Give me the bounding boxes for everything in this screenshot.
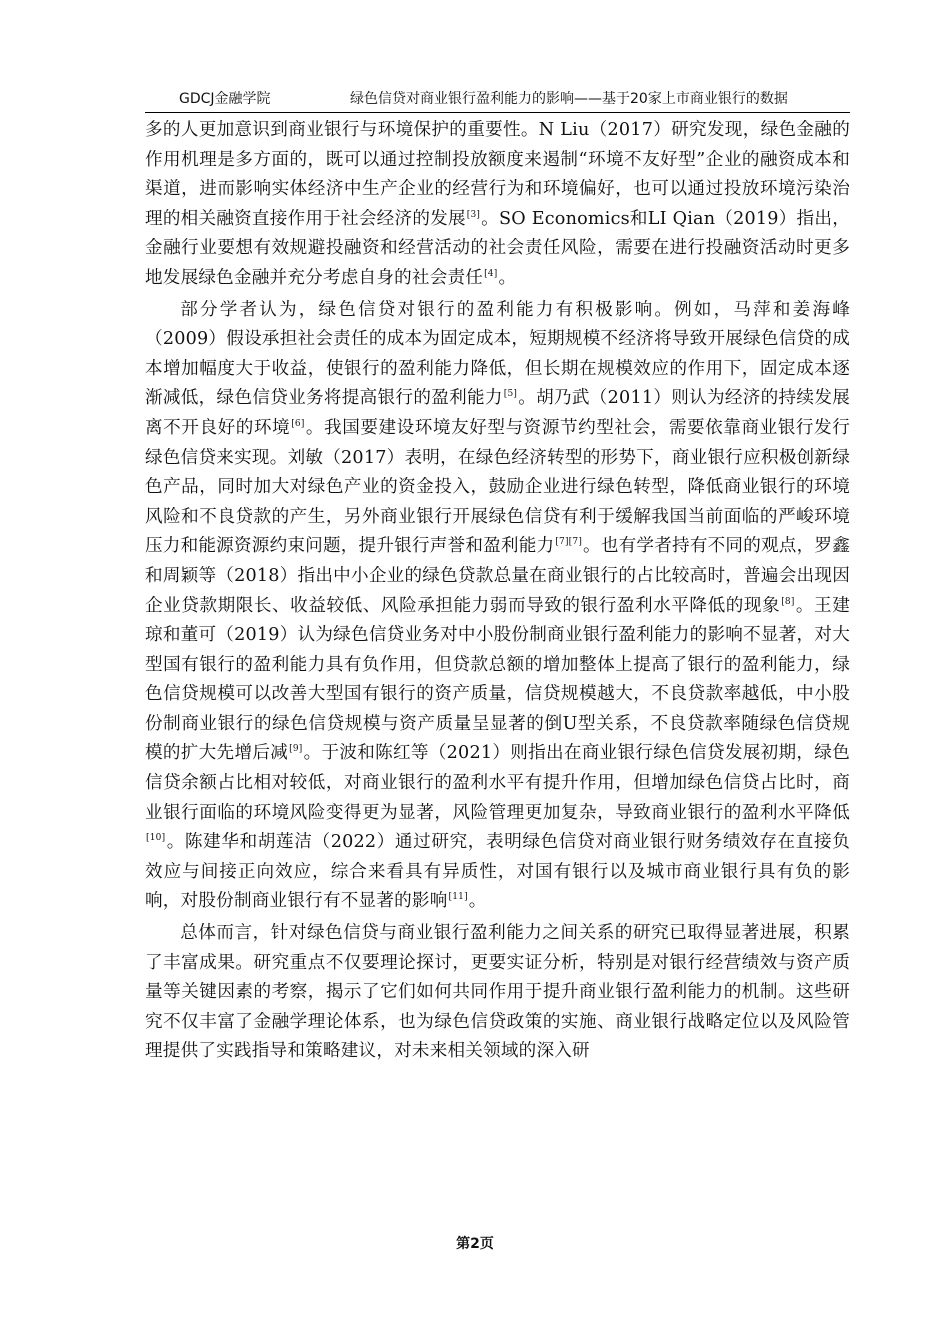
paragraph-text: 。SO Economics和LI Qian（2019）指出，金融行业要想有效规避投融资和经营活动的社会责任风险，需要在进行投融资活动时更多地发展绿色金融并充分考虑自身的社会责任 — [145, 208, 850, 288]
citation-ref: [7][7] — [555, 537, 583, 548]
paragraph-text: 。胡乃武（2011）则认为经济的持续发展离不开良好的环境 — [145, 388, 850, 438]
paragraph-text: 。王建琼和董可（2019）认为绿色信贷业务对中小股份制商业银行盈利能力的影响不显著，对大型国有银行的盈利能力具有负作用，但贷款总额的增加整体上提高了银行的盈利能力，绿色信贷规模可以改善大型国有银行的资产质量，信贷规模越大，不良贷款率越低，中小股份制商业银行的绿色信贷规模与资产质量呈显著的倒U型关系，不良贷款率随绿色信贷规模的扩大先增后减 — [145, 595, 850, 764]
page-number: 第2页 — [456, 1236, 494, 1252]
paragraph-text: 。 — [498, 267, 517, 288]
citation-ref: [8] — [781, 596, 795, 607]
header-title: 绿色信贷对商业银行盈利能力的影响——基于20家上市商业银行的数据 — [350, 91, 788, 107]
citation-ref: [11] — [448, 892, 468, 903]
paragraph-text: 。我国要建设环境友好型与资源节约型社会，需要依靠商业银行发行绿色信贷来实现。刘敏（2017）表明，在绿色经济转型的形势下，商业银行应积极创新绿色产品，同时加大对绿色产业的资金投入，鼓励企业进行绿色转型，降低商业银行的环境风险和不良贷款的产生，另外商业银行开展绿色信贷有利于缓解我国当前面临的严峻环境压力和能源资源约束问题，提升银行声誉和盈利能力 — [145, 417, 850, 557]
paragraph-text: 总体而言，针对绿色信贷与商业银行盈利能力之间关系的研究已取得显著进展，积累了丰富成果。研究重点不仅要理论探讨，更要实证分析，特别是对银行经营绩效与资产质量等关键因素的考察，揭示了它们如何共同作用于提升商业银行盈利能力的机制。这些研究不仅丰富了金融学理论体系，也为绿色信贷政策的实施、商业银行战略定位以及风险管理提供了实践指导和策略建议，对未来相关领域的深入研 — [145, 923, 850, 1062]
paragraph-text: 。陈建华和胡莲洁（2022）通过研究，表明绿色信贷对商业银行财务绩效存在直接负效应与间接正向效应，综合来看具有异质性，对国有银行以及城市商业银行具有负的影响，对股份制商业银行有不显著的影响 — [145, 832, 850, 912]
citation-ref: [6] — [291, 418, 305, 429]
paragraph-text: 多的人更加意识到商业银行与环境保护的重要性。N Liu（2017）研究发现，绿色金融的作用机理是多方面的，既可以通过控制投放额度来遏制“环境不友好型”企业的融资成本和渠道，进而影响实体经济中生产企业的经营行为和环境偏好，也可以通过投放环境污染治理的相关融资直接作用于社会经济的发展 — [145, 120, 850, 229]
citation-ref: [3] — [466, 209, 481, 220]
paragraph — [145, 116, 850, 294]
body-text — [145, 116, 850, 1069]
citation-ref: [4] — [484, 268, 498, 279]
paragraph-text: 部分学者认为，绿色信贷对银行的盈利能力有积极影响。例如，马萍和姜海峰（2009）假设承担社会责任的成本为固定成本，短期规模不经济将导致开展绿色信贷的成本增加幅度大于收益，使银行的盈利能力降低，但长期在规模效应的作用下，固定成本逐渐减低，绿色信贷业务将提高银行的盈利能力 — [145, 299, 850, 409]
running-header — [145, 88, 850, 114]
citation-ref: [10] — [146, 833, 166, 844]
header-school: GDCJ金融学院 — [179, 91, 271, 107]
citation-ref: [9] — [289, 744, 303, 755]
paragraph — [145, 296, 850, 917]
citation-ref: [5] — [503, 389, 518, 400]
paragraph-text: 。也有学者持有不同的观点，罗鑫和周颖等（2018）指出中小企业的绿色贷款总量在商业银行的占比较高时，普遍会出现因企业贷款期限长、收益较低、风险承担能力弱而导致的银行盈利水平降低的现象 — [145, 536, 850, 616]
paragraph-text: 。于波和陈红等（2021）则指出在商业银行绿色信贷发展初期，绿色信贷余额占比相对较低，对商业银行的盈利水平有提升作用，但增加绿色信贷占比时，商业银行面临的环境风险变得更为显著，风险管理更加复杂，导致商业银行的盈利水平降低 — [145, 743, 850, 823]
paragraph-text: 。 — [468, 891, 487, 912]
paragraph — [145, 919, 850, 1067]
header-rule — [145, 112, 850, 113]
